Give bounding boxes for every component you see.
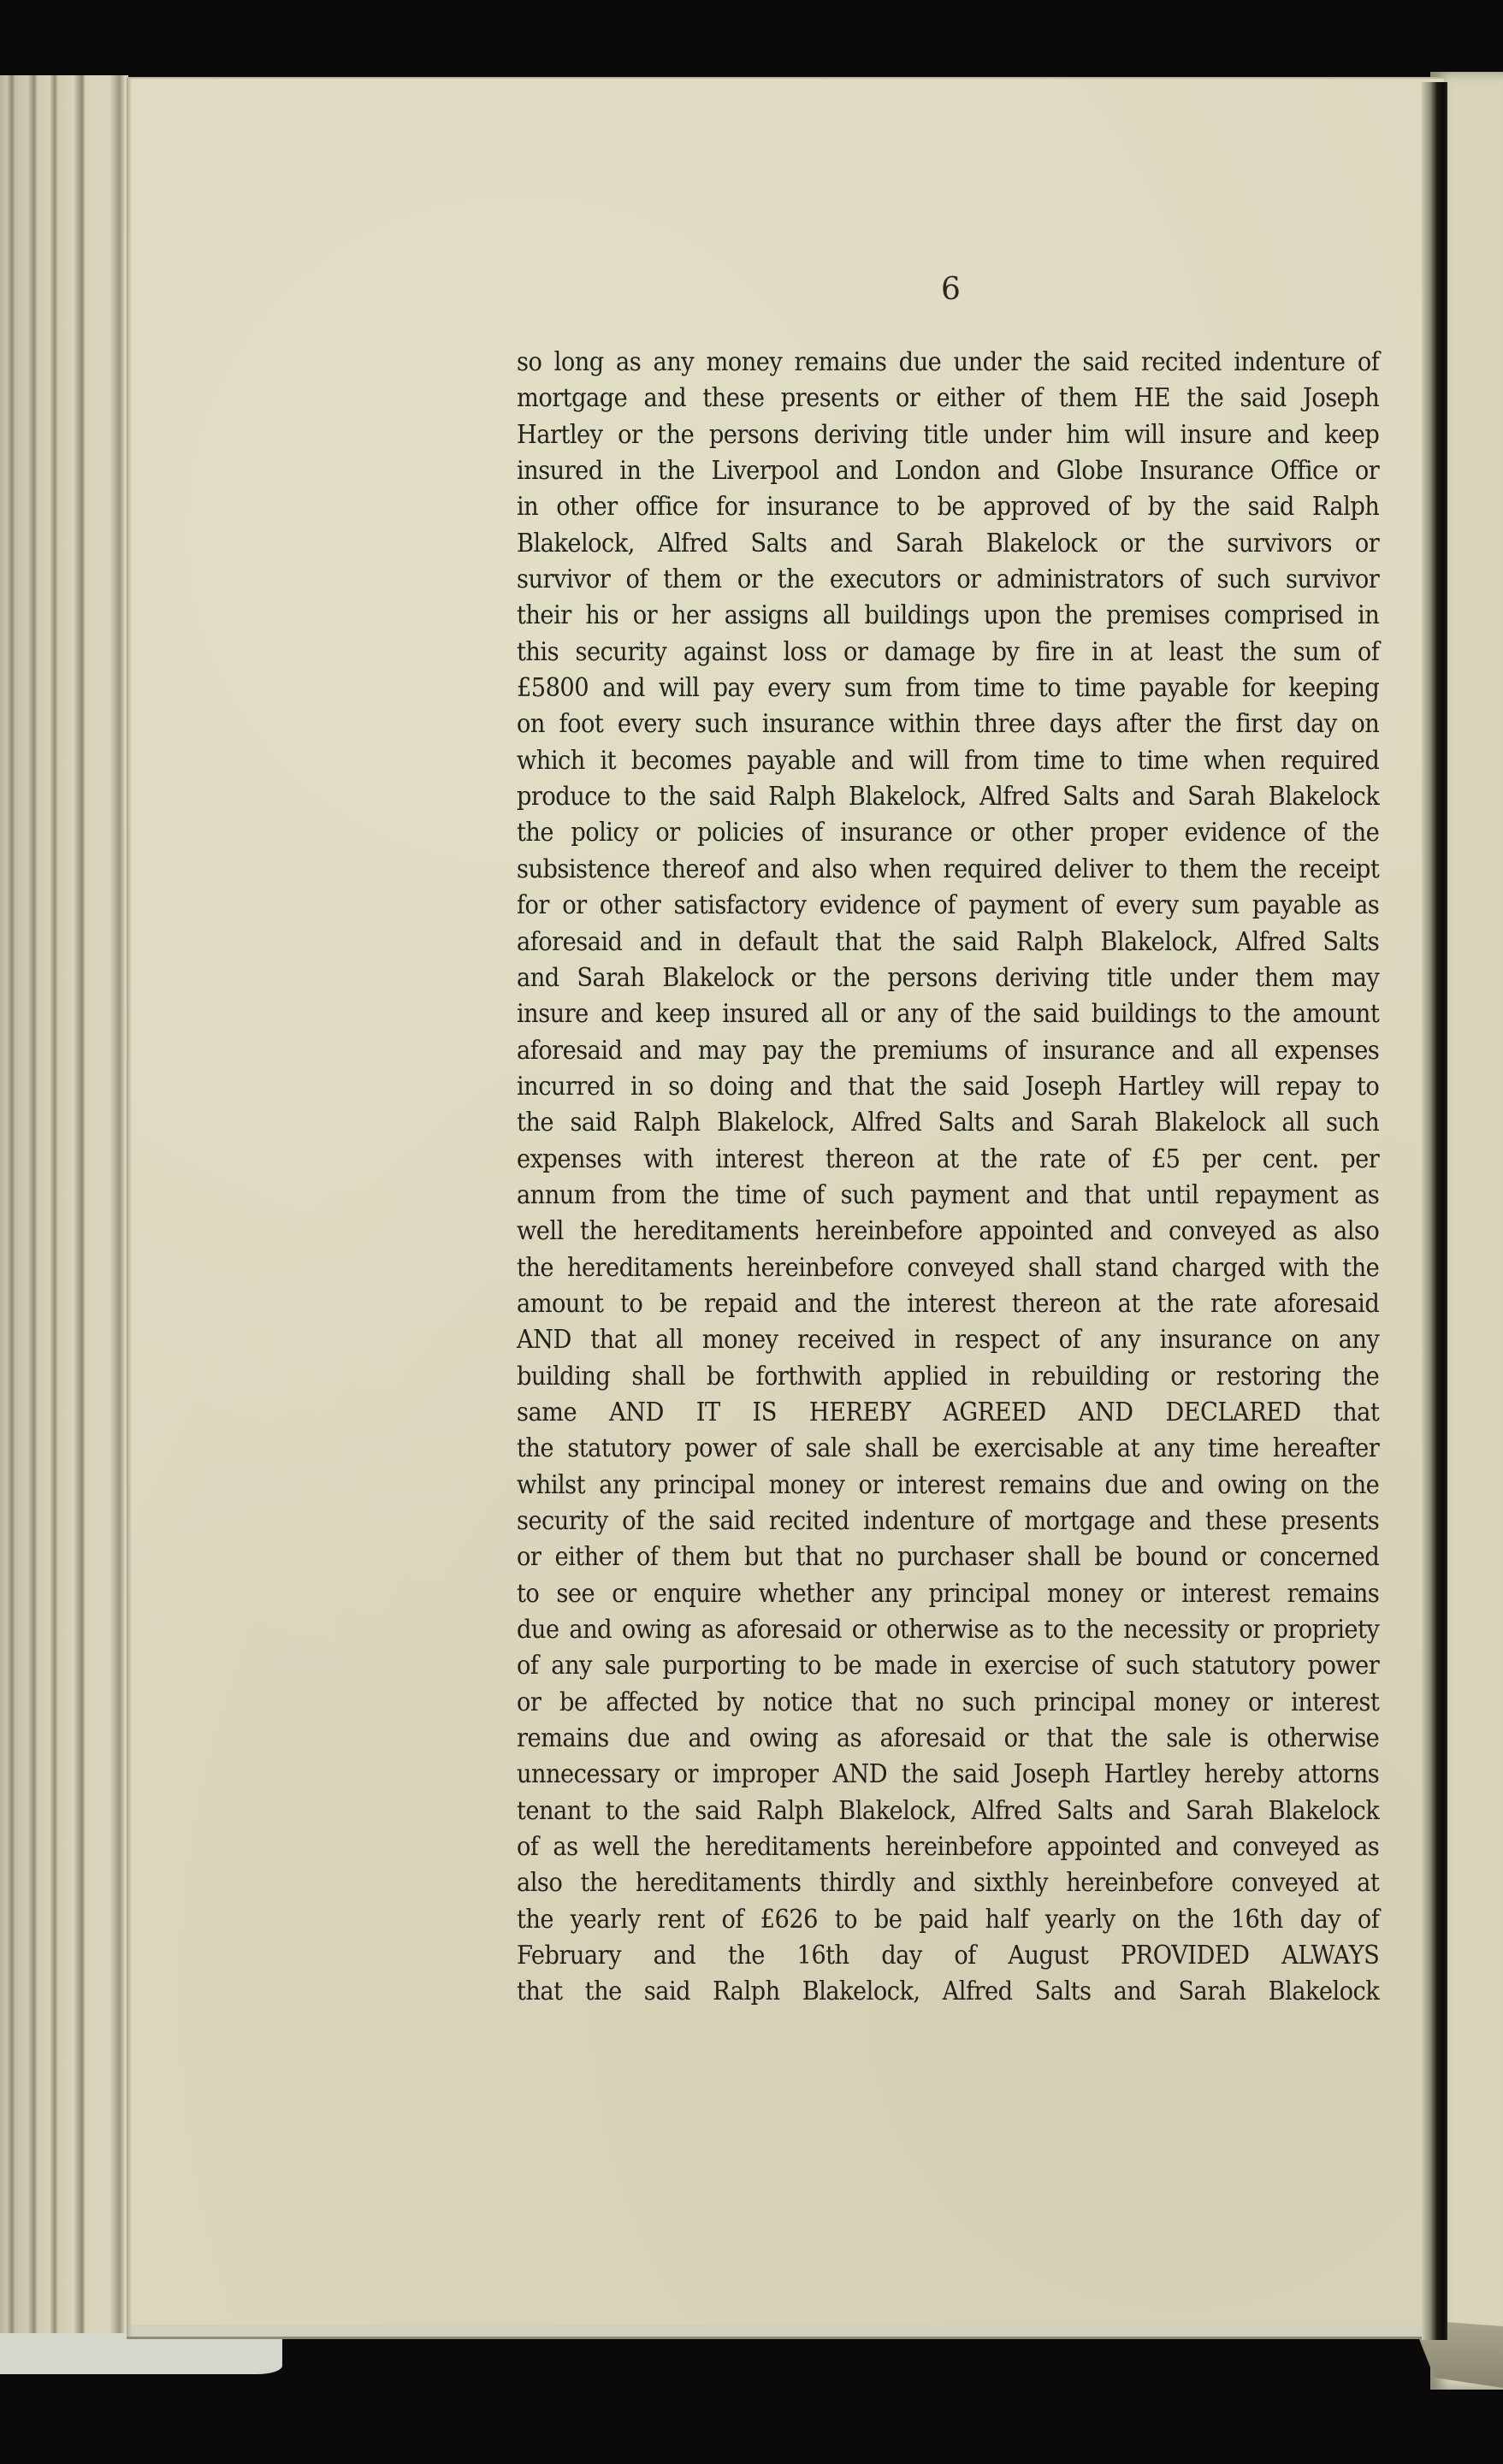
text-line — [517, 1829, 1379, 1864]
text-line — [517, 1032, 1379, 1068]
text-line — [517, 814, 1379, 850]
text-line — [517, 1720, 1379, 1756]
text-line-content: Blakelock, Alfred Salts and Sarah Blakelock or the survivors or — [517, 528, 1380, 558]
text-line — [517, 1864, 1379, 1900]
text-line-content: the statutory power of sale shall be exercisable at any time hereafter — [517, 1433, 1380, 1463]
text-line — [517, 851, 1379, 887]
text-line — [517, 1250, 1379, 1285]
text-line-content: in other office for insurance to be approved of by the said Ralph — [517, 492, 1380, 522]
text-line — [517, 1756, 1379, 1792]
text-line-content: insured in the Liverpool and London and Globe Insurance Office or — [517, 456, 1380, 486]
text-line-content: of as well the hereditaments hereinbefore appointed and conveyed as — [517, 1832, 1380, 1862]
text-line — [517, 1575, 1379, 1611]
text-line — [517, 452, 1379, 488]
text-line — [517, 924, 1379, 960]
text-line-content: the yearly rent of £626 to be paid half yearly on the 16th day of — [517, 1904, 1380, 1934]
text-line — [517, 1503, 1379, 1539]
text-line — [517, 887, 1379, 923]
text-line-content: the hereditaments hereinbefore conveyed shall stand charged with the — [517, 1252, 1380, 1282]
text-line-content: February and the 16th day of August PROVIDED ALWAYS — [517, 1941, 1380, 1971]
text-line-content: well the hereditaments hereinbefore appointed and conveyed as also — [517, 1216, 1380, 1246]
text-line — [517, 561, 1379, 597]
text-line — [517, 706, 1379, 742]
text-line-content: whilst any principal money or interest remains due and owing on the — [517, 1469, 1380, 1499]
body-text — [517, 344, 1380, 2010]
text-line — [517, 1358, 1379, 1394]
text-line-content: AND that all money received in respect of any insurance on any — [517, 1325, 1380, 1355]
text-line — [517, 1213, 1379, 1249]
page-stack-bottom-edge — [0, 2333, 282, 2374]
text-line-content: £5800 and will pay every sum from time to time payable for keeping — [517, 673, 1380, 703]
text-line — [517, 344, 1379, 380]
text-line — [517, 1793, 1379, 1829]
text-line — [517, 1467, 1379, 1503]
text-line-content: which it becomes payable and will from time to time when required — [517, 745, 1380, 775]
text-line — [517, 525, 1379, 561]
text-line — [517, 1539, 1379, 1575]
text-line — [517, 1321, 1379, 1357]
text-line-content: the policy or policies of insurance or other proper evidence of the — [517, 818, 1380, 848]
text-line — [517, 1394, 1379, 1430]
text-line — [517, 670, 1379, 706]
text-line — [517, 1068, 1379, 1104]
text-line — [517, 1285, 1379, 1321]
text-line — [517, 1611, 1379, 1647]
text-line-content: for or other satisfactory evidence of payment of every sum payable as — [517, 890, 1380, 920]
book-gutter — [1422, 82, 1447, 2340]
text-line-content: mortgage and these presents or either of them HE the said Joseph — [517, 383, 1380, 413]
text-line — [517, 1973, 1379, 2009]
text-line-content: this security against loss or damage by fire in at least the sum of — [517, 636, 1380, 666]
text-line — [517, 380, 1379, 416]
text-line — [517, 960, 1379, 996]
text-line-content: unnecessary or improper AND the said Joseph Hartley hereby attorns — [517, 1759, 1380, 1789]
text-line-content: insure and keep insured all or any of the said buildings to the amount — [517, 999, 1380, 1029]
text-line-content: aforesaid and may pay the premiums of insurance and all expenses — [517, 1035, 1380, 1065]
text-line-content: to see or enquire whether any principal money or interest remains — [517, 1578, 1380, 1608]
text-line-content: due and owing as aforesaid or otherwise as to the necessity or propriety — [517, 1615, 1380, 1645]
text-line-content: security of the said recited indenture of mortgage and these presents — [517, 1506, 1380, 1535]
text-line-content: or be affected by notice that no such principal money or interest — [517, 1687, 1380, 1717]
text-line-content: their his or her assigns all buildings upon the premises comprised in — [517, 600, 1380, 630]
text-line — [517, 1104, 1379, 1140]
text-line — [517, 488, 1379, 524]
text-line-content: Hartley or the persons deriving title under him will insure and keep — [517, 419, 1380, 449]
text-line-content: amount to be repaid and the interest thereon at the rate aforesaid — [517, 1288, 1380, 1318]
text-line — [517, 1901, 1379, 1937]
text-line — [517, 634, 1379, 670]
text-line — [517, 1647, 1379, 1683]
text-line-content: also the hereditaments thirdly and sixthly hereinbefore conveyed at — [517, 1868, 1380, 1898]
text-line — [517, 742, 1379, 778]
text-line-content: the said Ralph Blakelock, Alfred Salts and Sarah Blakelock all such — [517, 1108, 1380, 1137]
text-line-content: and Sarah Blakelock or the persons deriving title under them may — [517, 962, 1380, 992]
text-line-content: subsistence thereof and also when required deliver to them the receipt — [517, 854, 1380, 883]
text-line — [517, 597, 1379, 633]
text-line-content: expenses with interest thereon at the rate of £5 per cent. per — [517, 1143, 1380, 1173]
text-line-content: survivor of them or the executors or administrators of such survivor — [517, 564, 1380, 594]
text-line-content: on foot every such insurance within three days after the first day on — [517, 709, 1380, 739]
text-line — [517, 1177, 1379, 1213]
text-line — [517, 1937, 1379, 1973]
text-line-content: so long as any money remains due under the said recited indenture of — [517, 347, 1380, 376]
text-line-content: aforesaid and in default that the said Ralph Blakelock, Alfred Salts — [517, 926, 1380, 956]
text-line — [517, 778, 1379, 814]
text-line-content: of any sale purporting to be made in exercise of such statutory power — [517, 1651, 1380, 1681]
page-number: 6 — [941, 272, 961, 307]
text-line — [517, 1430, 1379, 1466]
text-line-content: incurred in so doing and that the said Joseph Hartley will repay to — [517, 1071, 1380, 1101]
text-line-content: building shall be forthwith applied in rebuilding or restoring the — [517, 1361, 1380, 1391]
text-line — [517, 1141, 1379, 1177]
text-line-content: remains due and owing as aforesaid or that the sale is otherwise — [517, 1723, 1380, 1753]
text-line-content: tenant to the said Ralph Blakelock, Alfred Salts and Sarah Blakelock — [517, 1795, 1380, 1825]
text-line — [517, 417, 1379, 452]
text-line-content: or either of them but that no purchaser shall be bound or concerned — [517, 1542, 1380, 1572]
text-line — [517, 1684, 1379, 1720]
text-line-content: same AND IT IS HEREBY AGREED AND DECLARED that — [517, 1397, 1380, 1427]
text-line-content: produce to the said Ralph Blakelock, Alfred Salts and Sarah Blakelock — [517, 782, 1380, 812]
text-line-content: annum from the time of such payment and that until repayment as — [517, 1179, 1380, 1209]
page-stack-edges — [0, 75, 128, 2350]
text-line — [517, 996, 1379, 1031]
text-line-content: that the said Ralph Blakelock, Alfred Salts and Sarah Blakelock — [517, 1977, 1380, 2006]
